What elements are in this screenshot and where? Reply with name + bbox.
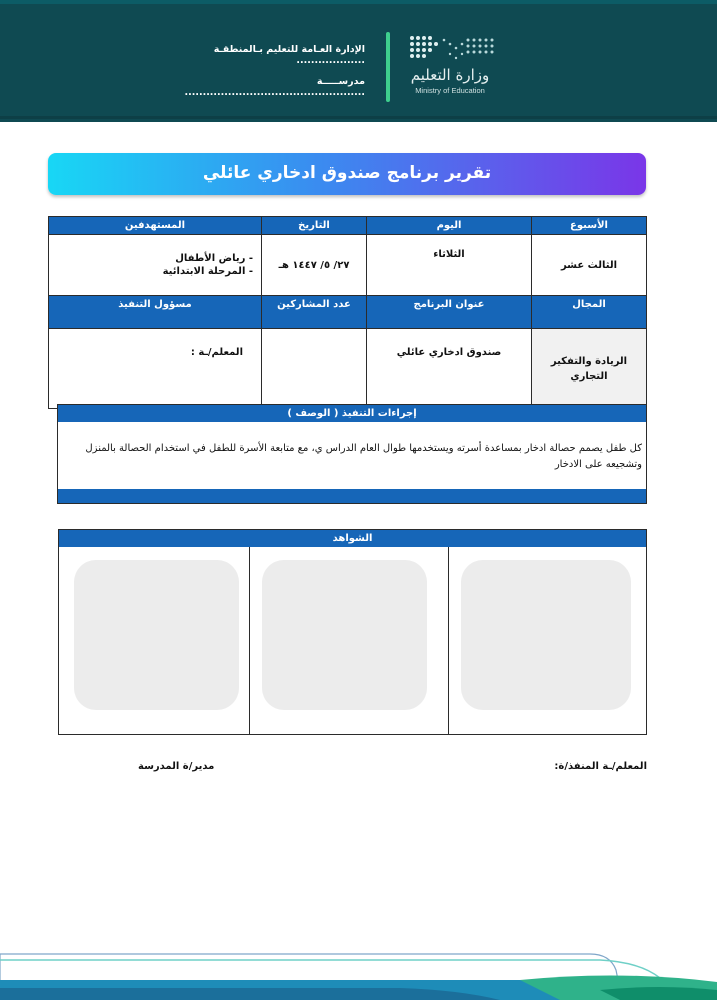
header-divider	[386, 32, 390, 102]
procedures-heading: إجراءات التنفيذ ( الوصف )	[58, 405, 646, 422]
evidence-heading: الشواهد	[59, 530, 646, 547]
ministry-name-english: Ministry of Education	[415, 86, 485, 95]
header-day: اليوم	[367, 217, 532, 235]
report-title: تقرير برنامج صندوق ادخاري عائلي	[202, 163, 492, 183]
procedures-footer-bar	[58, 489, 646, 503]
table-header-row	[49, 217, 647, 235]
ministry-header	[0, 0, 717, 122]
header-field: المجال	[532, 296, 647, 329]
header-targets: المستهدفين	[49, 217, 262, 235]
footer-decoration	[0, 940, 717, 1000]
week-value: الثالث عشر	[532, 235, 647, 296]
school-line: مدرســـــة ..................................................	[184, 76, 365, 98]
target-item: - المرحلة الابتدائية	[162, 266, 253, 277]
evidence-image-placeholder[interactable]	[461, 560, 631, 710]
table-row	[49, 235, 647, 296]
field-value: الريادة والتفكير التجاري	[532, 329, 647, 409]
principal-signature-label: مدير/ة المدرسة	[138, 761, 215, 772]
header-participants: عدد المشاركين	[262, 296, 367, 329]
evidence-image-placeholder[interactable]	[74, 560, 239, 710]
ministry-dots-icon	[408, 34, 500, 64]
procedures-description: كل طفل يصمم حصالة ادخار بمساعدة أسرته ويستخدمها طوال العام الدراس ي، مع متابعة الأسرة للطفل في استخدام الحصالة بالمنزل وتشجيعه على الادخار	[85, 443, 642, 470]
ministry-logo	[400, 30, 510, 102]
title-banner	[48, 153, 646, 195]
procedures-section	[57, 404, 647, 504]
targets-value	[49, 235, 262, 296]
evidence-image-placeholder[interactable]	[262, 560, 427, 710]
program-info-table	[48, 216, 647, 409]
participants-value	[262, 329, 367, 409]
header-program-title: عنوان البرنامج	[367, 296, 532, 329]
ministry-name-arabic: وزارة التعليم	[410, 66, 490, 84]
evidence-column-divider	[448, 547, 449, 734]
table-row	[49, 329, 647, 409]
teacher-signature-label: المعلم/ـة المنفذ/ة:	[554, 761, 647, 772]
header-date: التاريخ	[262, 217, 367, 235]
header-week: الأسبوع	[532, 217, 647, 235]
program-title-value: صندوق ادخاري عائلي	[367, 329, 532, 409]
header-responsible: مسؤول التنفيذ	[49, 296, 262, 329]
target-item: - رياض الأطفال	[175, 253, 253, 264]
date-value: ٢٧/ ٥/ ١٤٤٧ هـ	[262, 235, 367, 296]
evidence-column-divider	[249, 547, 250, 734]
general-administration-line: الإدارة العـامة للتعليم بـالمنطقـة ...................	[213, 44, 365, 66]
evidence-section	[58, 529, 647, 735]
day-value: الثلاثاء	[367, 235, 532, 296]
responsible-value: المعلم/ـة :	[49, 329, 262, 409]
table-header-row	[49, 296, 647, 329]
header-bottom-line	[0, 116, 717, 119]
